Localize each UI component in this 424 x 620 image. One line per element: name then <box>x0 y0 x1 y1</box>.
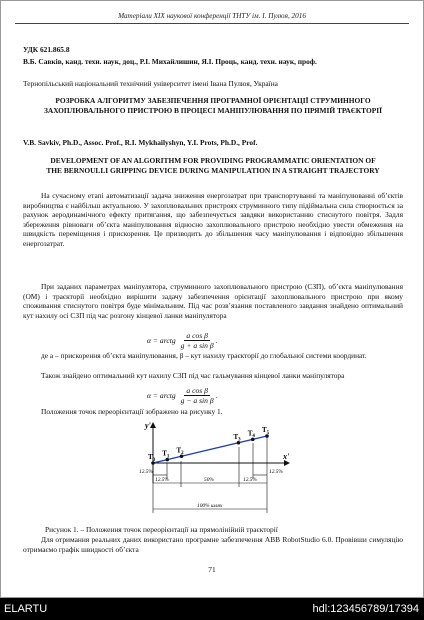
repository-footer-bar <box>0 598 424 620</box>
handle-link[interactable]: hdl:123456789/17394 <box>312 603 419 615</box>
y-axis-label: y' <box>145 421 151 430</box>
paragraph-intro <box>23 191 403 283</box>
running-header: Матеріали ХІХ наукової конференції ТНТУ ім. І. Пулюя, 2016 <box>118 12 306 20</box>
dim-right-a: 12.5% <box>269 469 283 475</box>
formula-1-end: . <box>215 336 218 345</box>
affiliation: Тернопільський національний технічний університет імені Івана Пулюя, Україна <box>23 79 278 88</box>
paragraph-4: Також знайдено оптимальний кут нахилу СЗП під час гальмування кінцевої ланки маніпулятора <box>41 371 345 380</box>
point-label-t3: $T_3$ <box>233 432 241 443</box>
dim-right-b: 12.5% <box>243 477 257 483</box>
paragraph-2: При заданих параметрах маніпулятора, струминного захоплювального пристрою (СЗП), об’єкта маніпулювання (ОМ) і траєкторії необхідно вирішити задачу забезпечення орієнтації захоплювального пристрою при якому споживання стиснутого повітря буде мінімальним. Під час розв’язання поставленого завдання знайдено оптимальний кут нахилу осі СЗП під час розгону кінцевої ланки маніпулятора <box>23 282 403 320</box>
formula-1-denominator: g + a sin β <box>180 341 214 350</box>
formula-1-numerator: a cos β <box>186 331 208 340</box>
paragraph-1: На сучасному етапі автоматизації задача зниження енергозатрат при транспортуванні та маніпулюванні об’єктів виробництва є найбільш актуальною. У захоплювальних пристроях струминного типу підіймальна сила створюється за рахунок аеродинамічного ефекту притягання, що забезпечується завдяки використанню стиснутого повітря. Задля збереження рівноваги об’єкта маніпулювання відносно захоплювального пристрою необхідно увести обмеження на швидкість переміщення і прискорення. Це призводить до збільшення часу маніпулювання і відповідно збільшення енергозатрат. <box>23 191 403 248</box>
page-number: 71 <box>208 565 216 574</box>
x-axis-label: x' <box>283 452 290 461</box>
paragraph-6: Для отримання реальних даних використано програмне забезпечення ABB RobotStudio 6.0. Провівши симуляцію отримаємо графік швидкості об’єкта <box>23 535 403 554</box>
figure-caption: Рисунок 1. – Положення точок переорієнтації на прямолінійній траєкторії <box>45 525 278 534</box>
formula-braking <box>147 386 218 405</box>
formula-2-denominator: g − a sin β <box>180 396 214 405</box>
dim-middle: 50% <box>204 477 214 483</box>
point-label-t5: $T_5$ <box>262 426 270 436</box>
title-ua: РОЗРОБКА АЛГОРИТМУ ЗАБЕЗПЕЧЕННЯ ПРОГРАМНОЇ ОРІЄНТАЦІЇ СТРУМИННОГО ЗАХОПЛЮВАЛЬНОГО ПРИСТРОЮ В ПРОЦЕСІ МАНІПУЛЮВАННЯ ПО ПРЯМІЙ ТРАЄКТОРІЇ <box>43 96 382 115</box>
figure-reference: Положення точок переорієнтації зображено на рисунку 1. <box>41 407 223 416</box>
authors-ua: В.Б. Савків, канд. техн. наук, доц., Р.І. Михайлишин, Я.І. Проць, канд. техн. наук, проф. <box>23 57 317 66</box>
formula-1-lhs: α = arctg <box>147 336 176 345</box>
title-en: DEVELOPMENT OF AN ALGORITHM FOR PROVIDING PROGRAMMATIC ORIENTATION OF THE BERNOULLI GRIPPING DEVICE DURING MANIPULATION IN A STRAIGHT TRAJECTORY <box>46 156 380 175</box>
figure-trajectory-diagram <box>135 417 295 521</box>
dimension-lines <box>153 436 267 513</box>
paragraph-setup <box>23 282 403 330</box>
authors-en: V.B. Savkiv, Ph.D., Assoc. Prof., R.I. Mykhailyshyn, Y.I. Prots, Ph.D., Prof. <box>23 138 258 147</box>
header-rule <box>15 23 409 24</box>
paragraph-simulation <box>23 535 403 555</box>
formula-2-numerator: a cos β <box>186 386 208 395</box>
formula-2-lhs: α = arctg <box>147 391 176 400</box>
dim-left-a: 12.5% <box>139 469 153 475</box>
formula-2-fraction <box>179 386 216 405</box>
paragraph-3: де a – прискорення об’єкта маніпулювання, β – кут нахилу траєкторії до глобальної системи координат. <box>41 351 367 360</box>
dim-total: 100% шлях <box>197 503 223 509</box>
formula-acceleration <box>147 331 218 350</box>
formula-2-end: . <box>215 391 218 400</box>
paragraph-definitions <box>23 351 403 371</box>
reorientation-points <box>148 426 270 465</box>
udc-code: УДК 621.865.8 <box>23 45 70 54</box>
point-label-t1: $T_1$ <box>162 449 170 460</box>
point-label-t0: $T_0$ <box>148 453 156 463</box>
dim-left-b: 12.5% <box>155 477 169 483</box>
point-label-t4: $T_4$ <box>247 429 255 440</box>
trajectory-line <box>153 436 267 463</box>
formula-1-fraction <box>179 331 216 350</box>
point-label-t2: $T_2$ <box>176 446 184 457</box>
repository-name: ELARTU <box>4 603 48 615</box>
